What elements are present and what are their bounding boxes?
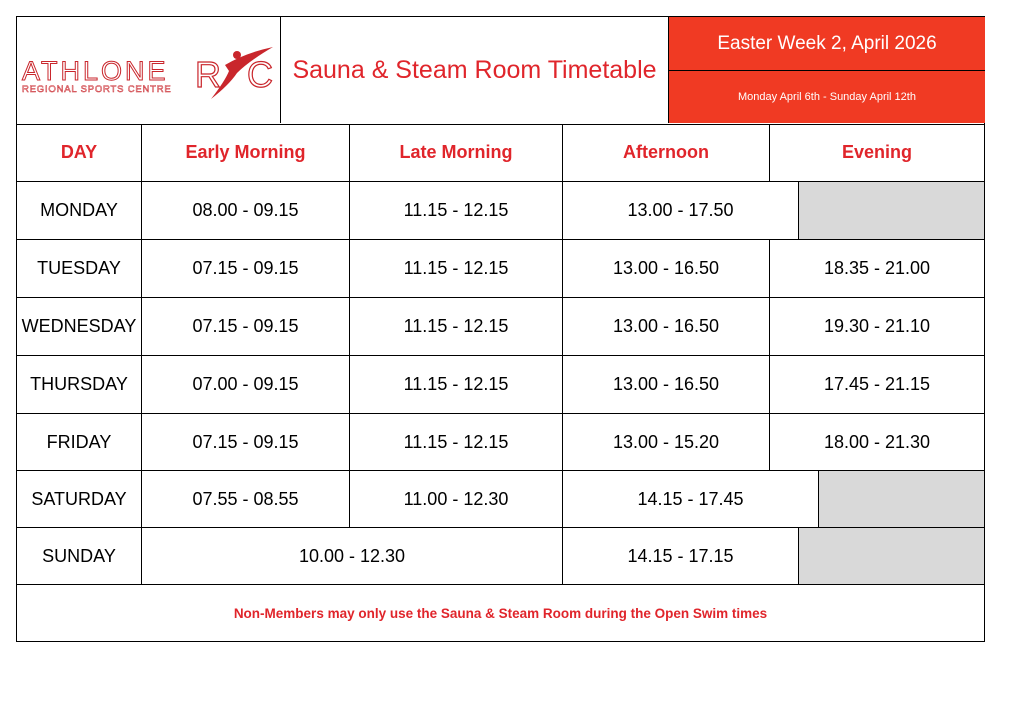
time-cell: 18.35 - 21.00 [770,240,984,298]
time-cell: 17.45 - 21.15 [770,356,984,414]
svg-text:R: R [195,54,221,95]
time-cell: 13.00 - 16.50 [563,240,770,298]
footer-note: Non-Members may only use the Sauna & Steam Room during the Open Swim times [233,605,768,621]
day-cell: MONDAY [17,182,142,240]
time-cell: 13.00 - 17.50 [563,182,799,240]
page-title: Sauna & Steam Room Timetable [292,55,657,84]
time-cell: 13.00 - 15.20 [563,414,770,471]
time-cell: 07.15 - 09.15 [142,240,350,298]
time-cell: 10.00 - 12.30 [142,528,563,585]
column-header-early-morning: Early Morning [142,124,350,182]
week-label: Easter Week 2, April 2026 [668,17,985,71]
time-cell: 07.15 - 09.15 [142,414,350,471]
logo-main-text: ATHLONE [22,56,169,86]
timetable-frame [16,16,985,642]
rsc-logo-mark [189,43,277,103]
day-cell: TUESDAY [17,240,142,298]
empty-cell [799,182,984,240]
column-header-evening: Evening [770,124,984,182]
day-cell: FRIDAY [17,414,142,471]
time-cell: 11.15 - 12.15 [350,182,563,240]
day-cell: WEDNESDAY [17,298,142,356]
column-header-afternoon: Afternoon [563,124,770,182]
time-cell: 14.15 - 17.45 [563,471,819,528]
svg-text:C: C [247,54,273,95]
day-cell: SUNDAY [17,528,142,585]
time-cell: 11.15 - 12.15 [350,298,563,356]
empty-cell [819,471,984,528]
time-cell: 07.15 - 09.15 [142,298,350,356]
logo-subtitle: REGIONAL SPORTS CENTRE [22,84,172,95]
time-cell: 07.55 - 08.55 [142,471,350,528]
day-cell: SATURDAY [17,471,142,528]
time-cell: 13.00 - 16.50 [563,298,770,356]
time-cell: 08.00 - 09.15 [142,182,350,240]
logo [17,17,281,123]
time-cell: 11.15 - 12.15 [350,240,563,298]
time-cell: 11.15 - 12.15 [350,414,563,471]
timetable-header [17,17,984,125]
day-cell: THURSDAY [17,356,142,414]
time-cell: 18.00 - 21.30 [770,414,984,471]
date-range: Monday April 6th - Sunday April 12th [668,71,985,123]
time-cell: 14.15 - 17.15 [563,528,799,585]
time-cell: 19.30 - 21.10 [770,298,984,356]
time-cell: 11.15 - 12.15 [350,356,563,414]
time-cell: 11.00 - 12.30 [350,471,563,528]
column-header-day: DAY [17,124,142,182]
empty-cell [799,528,984,585]
time-cell: 13.00 - 16.50 [563,356,770,414]
time-cell: 07.00 - 09.15 [142,356,350,414]
column-header-late-morning: Late Morning [350,124,563,182]
